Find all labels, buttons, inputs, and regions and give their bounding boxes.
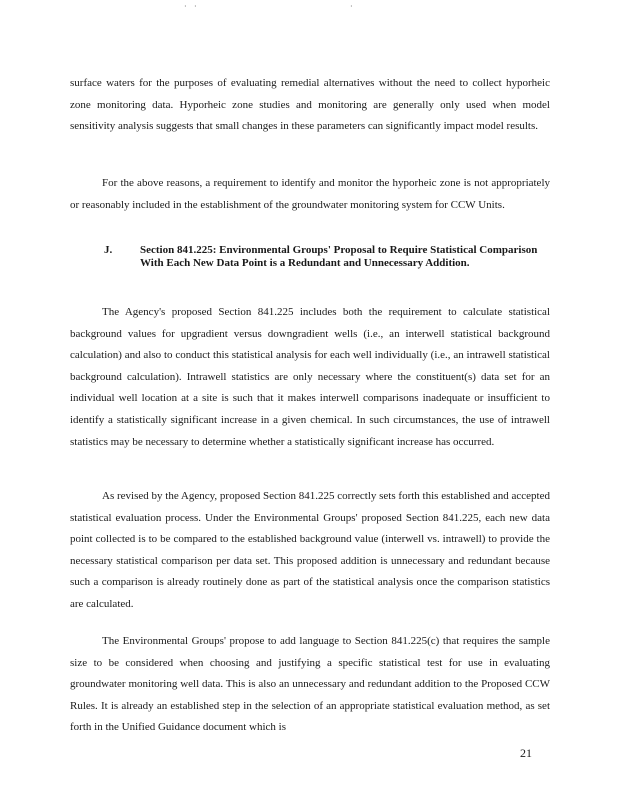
page-number: 21 bbox=[520, 746, 532, 760]
scan-dot: · bbox=[194, 2, 197, 11]
paragraph-sample-size: The Environmental Groups' propose to add language to Section 841.225(c) that requires the sample size to be considered when choosing and justifying a specific statistical test for use in evaluating groundwater monitoring well data. This is also an unnecessary and redundant addition to the Proposed CCW Rules. It is already an established step in the selection of an appropriate statistical evaluation method, as set forth in the Unified Guidance document which is bbox=[70, 635, 550, 734]
scan-dot: · bbox=[350, 2, 353, 11]
paragraph-continuation: surface waters for the purposes of evaluating remedial alternatives without the need to collect hyporheic zone monitoring data. Hyporheic zone studies and monitoring are generally only used when model sensitivity analysis suggests that small changes in these parameters can significantly impact model results. bbox=[70, 77, 550, 133]
paragraph-hyporheic-conclusion: For the above reasons, a requirement to identify and monitor the hyporheic zone is not appropriately or reasonably included in the establishment of the groundwater monitoring system for CCW Units. bbox=[70, 177, 550, 211]
scan-artifact-dots bbox=[180, 0, 380, 11]
section-letter: J. bbox=[104, 244, 113, 256]
paragraph-agency-section: The Agency's proposed Section 841.225 includes both the requirement to calculate statistical background values for upgradient versus downgradient wells (i.e., an interwell statistical background calculation) and also to conduct this statistical analysis for each well individually (i.e., an intrawell statistical background calculation). Intrawell statistics are only necessary where the constituent(s) data set for an individual well location at a site is such that it makes interwell comparisons inadequate or insufficient to identify a statistically significant increase in a given chemical. In such circumstances, the use of intrawell statistics may be necessary to determine whether a statistically significant increase has occurred. bbox=[70, 306, 550, 448]
paragraph-revised-by-agency: As revised by the Agency, proposed Section 841.225 correctly sets forth this established and accepted statistical evaluation process. Under the Environmental Groups' proposed Section 841.225, each new data point collected is to be compared to the established background value (interwell vs. intrawell) to provide the necessary statistical comparison per data set. This proposed addition is unnecessary and redundant because such a comparison is already routinely done as part of the statistical analysis once the comparison statistics are calculated. bbox=[70, 490, 550, 610]
scan-dot: · bbox=[184, 2, 187, 11]
section-title: Section 841.225: Environmental Groups' Proposal to Require Statistical Comparison With Each New Data Point is a Redundant and Unnecessary Addition. bbox=[140, 244, 538, 269]
